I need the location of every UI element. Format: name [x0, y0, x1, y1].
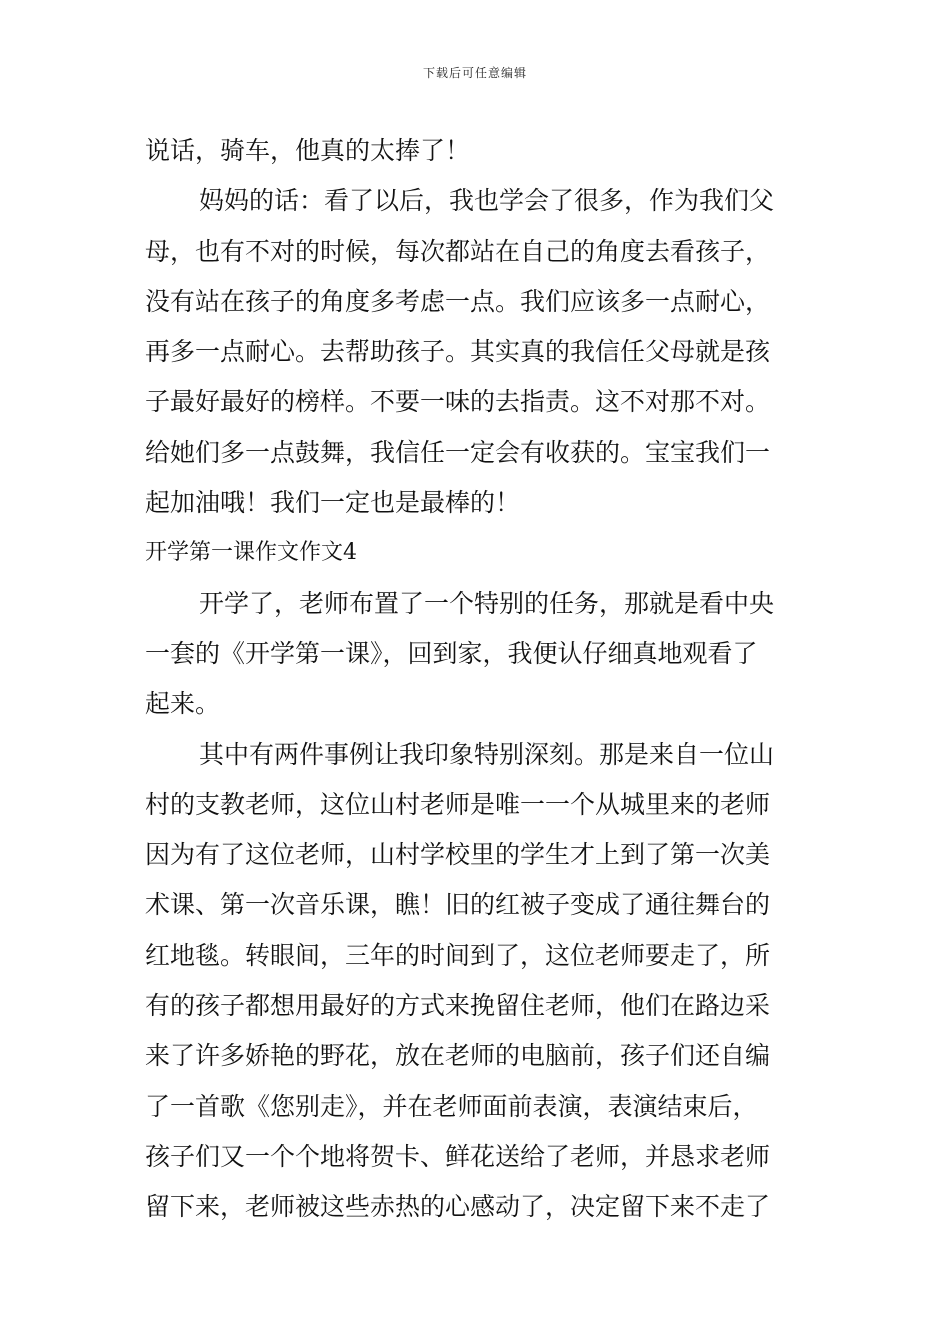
- text-line: 再多一点耐心。去帮助孩子。其实真的我信任父母就是孩: [145, 337, 771, 367]
- text-line: 留下来，老师被这些赤热的心感动了，决定留下来不走了: [145, 1192, 771, 1222]
- text-line: 起加油哦！我们一定也是最棒的！: [145, 488, 521, 518]
- text-line: 子最好最好的榜样。不要一味的去指责。这不对那不对。: [145, 387, 771, 417]
- text-line: 给她们多一点鼓舞，我信任一定会有收获的。宝宝我们一: [145, 437, 771, 467]
- paragraph-start-line: 开学了，老师布置了一个特别的任务，那就是看中央: [199, 588, 775, 618]
- page-header: 下载后可任意编辑: [422, 66, 527, 80]
- text-line: 一套的《开学第一课》，回到家，我便认仔细真地观看了: [145, 638, 758, 668]
- text-line: 红地毯。转眼间，三年的时间到了，这位老师要走了，所: [145, 940, 771, 970]
- text-line: 母，也有不对的时候，每次都站在自己的角度去看孩子，: [145, 236, 771, 266]
- document-body: [145, 126, 810, 1233]
- text-line: 术课、第一次音乐课，瞧！旧的红被子变成了通往舞台的: [145, 890, 771, 920]
- text-line: 有的孩子都想用最好的方式来挽留住老师，他们在路边采: [145, 991, 771, 1021]
- paragraph-start-line: 其中有两件事例让我印象特别深刻。那是来自一位山: [199, 739, 775, 769]
- text-line: 孩子们又一个个地将贺卡、鲜花送给了老师，并恳求老师: [145, 1141, 771, 1171]
- text-line: 了一首歌《您别走》，并在老师面前表演，表演结束后，: [145, 1091, 758, 1121]
- text-line: 村的支教老师，这位山村老师是唯一一个从城里来的老师: [145, 789, 771, 819]
- paragraph-start-line: 妈妈的话：看了以后，我也学会了很多，作为我们父: [199, 186, 775, 216]
- text-line: 说话，骑车，他真的太捧了！: [145, 136, 471, 165]
- text-line: 来了许多娇艳的野花，放在老师的电脑前，孩子们还自编: [145, 1041, 771, 1071]
- text-line: 因为有了这位老师，山村学校里的学生才上到了第一次美: [145, 840, 771, 870]
- text-line: 起来。: [145, 689, 221, 719]
- text-line: 没有站在孩子的角度多考虑一点。我们应该多一点耐心，: [145, 286, 771, 316]
- section-heading: 开学第一课作文作文4: [145, 540, 357, 566]
